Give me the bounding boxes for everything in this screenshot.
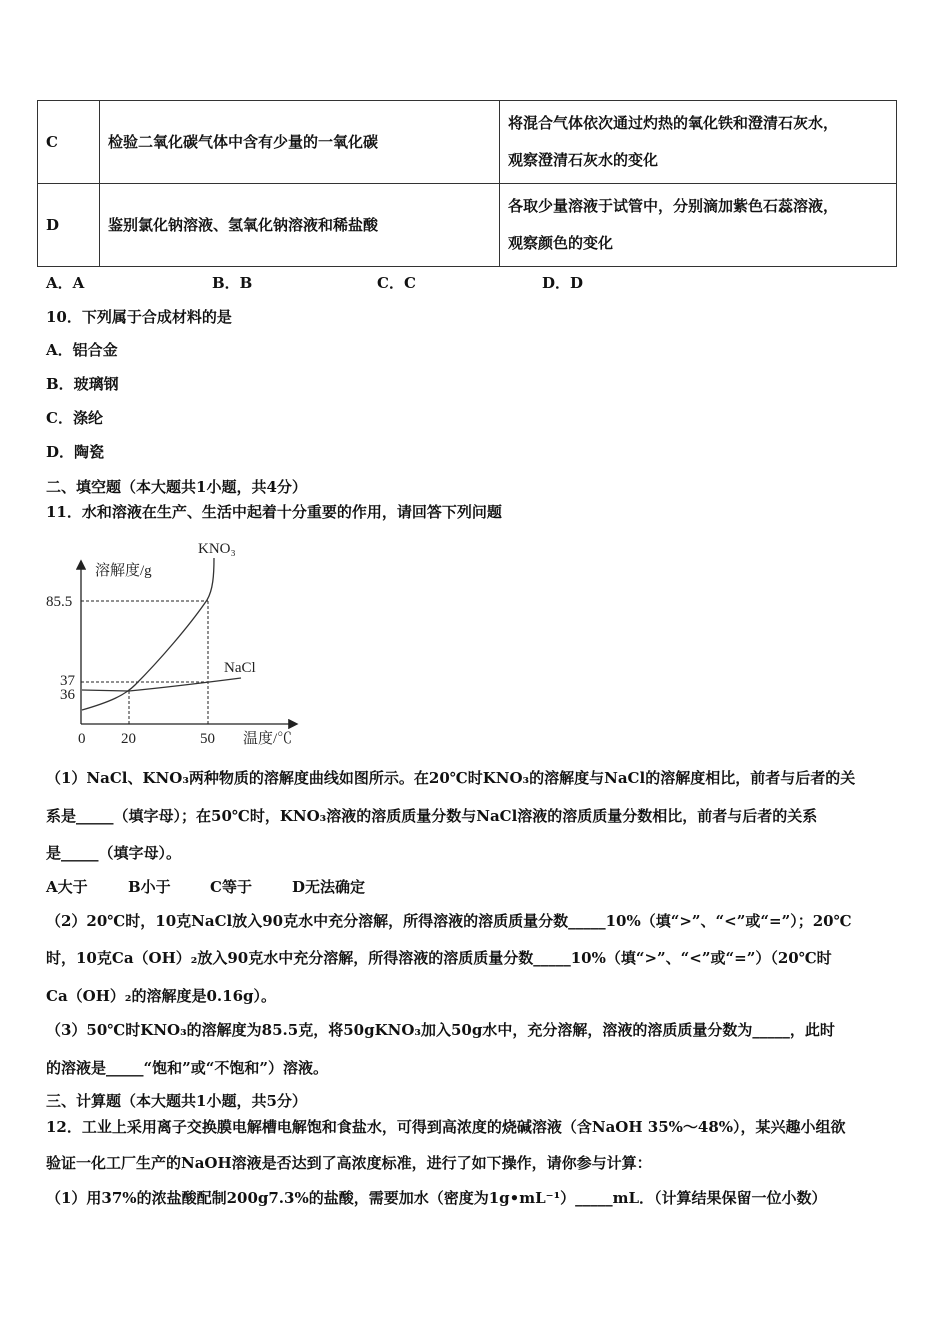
x-axis-label: 温度/℃ [243, 731, 293, 747]
method-line: 观察澄清石灰水的变化 [508, 151, 659, 169]
q11-part1-line: 是_____（填字母）。 [46, 844, 182, 862]
method-line: 观察颜色的变化 [508, 234, 614, 252]
q11-part1-line: 系是_____（填字母）；在50℃时，KNO₃溶液的溶质质量分数与NaCl溶液的溶质质量分数相比，前者与后者的关系 [46, 807, 818, 825]
q10-stem: 10．下列属于合成材料的是 [46, 308, 232, 326]
nacl-label: NaCl [224, 660, 256, 676]
q12-line: （1）用37%的浓盐酸配制200g7.3%的盐酸，需要加水（密度为1g•mL⁻¹）_____mL．（计算结果保留一位小数） [46, 1189, 827, 1207]
y-axis-label: 溶解度/g [95, 563, 152, 579]
method-line: 将混合气体依次通过灼热的氧化铁和澄清石灰水， [508, 114, 839, 132]
q11-part3-line: （3）50℃时KNO₃的溶解度为85.5克，将50gKNO₃加入50g水中，充分溶解，溶液的溶质质量分数为_____，此时 [46, 1021, 835, 1039]
q11-part3-line: 的溶液是_____“饱和”或“不饱和”）溶液。 [46, 1059, 329, 1077]
q11-part1-line: （1）NaCl、KNO₃两种物质的溶解度曲线如图所示。在20℃时KNO₃的溶解度与NaCl的溶解度相比，前者与后者的关 [46, 769, 856, 787]
row-method [500, 184, 897, 267]
x-tick: 0 [78, 731, 86, 747]
q10-option: B．玻璃钢 [46, 375, 119, 393]
table-row [38, 184, 897, 267]
row-key: C [38, 101, 100, 184]
x-tick: 50 [200, 731, 215, 747]
q10-option: D．陶瓷 [46, 443, 105, 461]
q11-stem: 11．水和溶液在生产、生活中起着十分重要的作用，请回答下列问题 [46, 503, 502, 521]
q9-option-a: A．A [46, 274, 85, 292]
q9-option-b: B．B [212, 274, 253, 292]
q10-option: A．铝合金 [46, 341, 118, 359]
options-table [37, 100, 897, 267]
solubility-chart [40, 530, 320, 760]
method-line: 各取少量溶液于试管中，分别滴加紫色石蕊溶液， [508, 197, 839, 215]
choice-b: B小于 [128, 878, 171, 896]
row-method [500, 101, 897, 184]
kno3-curve [82, 558, 214, 710]
row-key: D [38, 184, 100, 267]
y-tick: 85.5 [46, 594, 73, 610]
kno3-label: KNO₃ [198, 541, 236, 557]
q9-option-c: C．C [377, 274, 416, 292]
choice-a: A大于 [46, 878, 88, 896]
row-purpose: 鉴别氯化钠溶液、氢氧化钠溶液和稀盐酸 [100, 184, 500, 267]
guide-lines [81, 601, 208, 724]
q11-part2-line: 时，10克Ca（OH）₂放入90克水中充分溶解，所得溶液的溶质质量分数_____10%（填“>”、“<”或“=”）（20℃时 [46, 949, 832, 967]
q12-line: 验证一化工厂生产的NaOH溶液是否达到了高浓度标准，进行了如下操作，请你参与计算： [46, 1154, 652, 1172]
choice-c: C等于 [210, 878, 252, 896]
y-tick: 36 [60, 687, 75, 703]
section-2-heading: 二、填空题（本大题共1小题，共4分） [46, 478, 307, 496]
q9-option-d: D．D [542, 274, 584, 292]
q12-line: 12．工业上采用离子交换膜电解槽电解饱和食盐水，可得到高浓度的烧碱溶液（含NaOH 35%～48%），某兴趣小组欲 [46, 1118, 846, 1136]
q11-part2-line: Ca（OH）₂的溶解度是0.16g）。 [46, 987, 276, 1005]
section-3-heading: 三、计算题（本大题共1小题，共5分） [46, 1092, 307, 1110]
q11-part2-line: （2）20℃时，10克NaCl放入90克水中充分溶解，所得溶液的溶质质量分数_____10%（填“>”、“<”或“=”）；20℃ [46, 912, 852, 930]
row-purpose: 检验二氧化碳气体中含有少量的一氧化碳 [100, 101, 500, 184]
choice-d: D无法确定 [292, 878, 366, 896]
x-tick: 20 [121, 731, 136, 747]
nacl-curve [82, 678, 241, 691]
y-tick: 37 [60, 673, 75, 689]
q10-option: C．涤纶 [46, 409, 103, 427]
table-row [38, 101, 897, 184]
